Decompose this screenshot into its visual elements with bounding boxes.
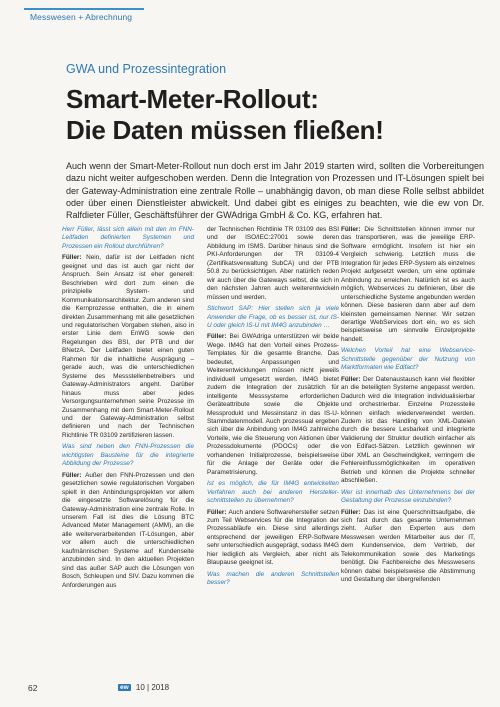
interview-answer	[341, 509, 475, 585]
interview-answer	[341, 376, 475, 486]
section-header	[24, 8, 144, 26]
speaker-label: Füller:	[207, 508, 229, 516]
article-lead: Auch wenn der Smart-Meter-Rollout nun doch erst im Jahr 2019 starten wird, sollten die Vorbereitungen dazu nicht weiter aufgeschoben werden. Denn die Integration von Prozessen und IT-Lösungen spielt bei der Gateway-Administration eine zentrale Rolle – unabhängig davon, ob man diese Rolle selbst abbildet oder über einen Dienstleister abwickelt. Und dabei gibt es einiges zu beachten, wie die ew von Dr. Ralfdieter Füller, Geschäftsführer der GWAdriga GmbH & Co. KG, erfahren hat.	[66, 161, 484, 221]
text-column-3	[341, 226, 475, 626]
text-column-2	[207, 226, 339, 664]
title-line-1: Smart-Meter-Rollout:	[66, 84, 319, 114]
answer-text: Auch andere Softwarehersteller setzen zum Teil Webservices für die Integration der Prozessabläufe ein. Diese sind allerdings entsprechend der jeweiligen ERP-Software sehr unterschiedlich ausgeprägt, sodass IM4G hier lediglich als Vergleich, aber nicht als Blaupause geeignet ist.	[207, 508, 339, 567]
interview-answer	[207, 509, 339, 568]
speaker-label: Füller:	[341, 508, 364, 516]
speaker-label: Füller:	[62, 471, 86, 479]
page-footer	[28, 681, 478, 695]
article-kicker: GWA und Prozessintegration	[66, 62, 227, 76]
interview-question: Herr Füller, lässt sich allein mit den im FNN-Leitfaden definierten Systemen und Prozessen ein Rollout durchführen?	[62, 226, 194, 250]
answer-text: Der Datenaustausch kann viel flexibler an die beteiligten Systeme angepasst werden. Dadurch wird die Integration individualisierbar und orchestrierbar. Einzelne Prozessteile können einfach wiederverwendet werden. Zudem ist das Handling von XML-Dateien durch die bessere Lesbarkeit und integrierte Validierung der Struktur deutlich einfacher als von Edifact-Sätzen. Letztlich gewinnen wir über XML an Geschwindigkeit, verringern die Fehlereinflussmöglichkeiten im operativen Betrieb und können die Projekte schneller abschließen.	[341, 375, 475, 485]
page-number: 62	[28, 683, 38, 693]
speaker-label: Füller:	[341, 226, 365, 233]
interview-question: Stichwort SAP: Hier stellen sich ja viele Anwender die Frage, ob es besser ist, nur IS-U oder gleich IS-U mit IM4G anzubinden …	[207, 305, 339, 329]
interview-question: Wer ist innerhalb des Unternehmens bei der Gestaltung der Prozesse einzubinden?	[341, 488, 475, 505]
text-column-1	[62, 226, 194, 664]
ew-logo: ew	[120, 684, 129, 691]
issue-number: 10 | 2018	[135, 683, 170, 692]
answer-text: der Technischen Richtlinie TR 03109 des BSI und der ISO/IEC:27001 sowie deren Abbildung im ISMS. Darüber hinaus sind die PKI-Anforderungen der TR 03109-4 (Zertifikatsverwaltung SubCA) und der PTB 50.8 zu berücksichtigen. Aber natürlich reden wir auch über die Gateways selbst, die sich in den nächsten Jahren auch weiterentwickeln müssen und werden.	[207, 226, 339, 301]
interview-answer	[62, 254, 194, 440]
answer-text: Außer den FNN-Prozessen und den gesetzlichen sowie regulatorischen Vorgaben spielt in den Anbindungsprojekten vor allem die eingesetzte Softwarelösung für die Gateway-Administration eine zentrale Rolle. In unserem Fall ist dies die Lösung BTC Advanced Meter Management (AMM), an die alle weiterverarbeitenden IT-Lösungen, aber vor allem auch die unterschiedlichen kaufmännischen Systeme auf Kundenseite anzubinden sind. In den aktuellen Projekten sind das außer SAP auch die Lösungen von Bosch, Schleupen und SIV. Dazu kommen die Anforderungen aus	[62, 471, 194, 589]
title-line-2: Die Daten müssen fließen!	[66, 115, 384, 145]
answer-text: Das ist eine Querschnittsaufgabe, die sich fast durch das gesamte Unternehmen zieht. Außer den Experten aus dem Messwesen werden Mitarbeiter aus der IT, dem Kundenservice, dem Vertrieb, der Telekommunikation sowie des Marketings benötigt. Die Fachbereiche des Messwesens können dabei beispielsweise die Abstimmung und Gestaltung der übergreifenden	[341, 508, 475, 584]
article-title	[66, 84, 486, 146]
interview-question: Was machen die anderen Schnittstellen besser?	[207, 570, 339, 587]
interview-answer	[207, 226, 339, 302]
speaker-label: Füller:	[341, 375, 364, 383]
interview-answer	[62, 472, 194, 590]
interview-question: Ist es möglich, die für IM4G entwickelten Verfahren auch bei anderen Hersteller-schnittstellen zu übernehmen?	[207, 480, 339, 505]
speaker-label: Füller:	[62, 254, 87, 262]
interview-answer	[207, 333, 339, 477]
issue-info	[118, 683, 169, 692]
answer-text: Bei GWAdriga unterstützen wir beide Wege. IM4G hat den Vorteil eines Prozess-Templates für die gesamte Branche. Das bedeutet, Anpassungen und Weiterentwicklungen müssen nicht jeweils individuell umgesetzt werden. IM4G bietet zudem die Integration der zusätzlich für intelligente Messsysteme erforderlichen Geräteattribute sowie die Objekte Messprodukt und Messinstanz in das IS-U-Stammdatenmodell. Auch prozessual ergeben sich über die Anbindung von IM4G zahlreiche Vorteile, wie die Steuerung von Aktionen über Prozessdokumente (PDOCs) oder die vorhandenen Initialprozesse, beispielsweise für die Anlage der Geräte oder die Parametrisierung.	[207, 333, 339, 476]
answer-text: Nein, dafür ist der Leitfaden nicht geeignet und das ist auch gar nicht der Anspruch. Sein Ansatz ist eher generell: Beschrieben wird dort zum einen die prinzipielle System- und Kommunikationsarchitektur. Zum anderen sind die Kernprozesse enthalten, die in einem direkten Zusammenhang mit alle gesetzlichen und regulatorischen Vorgaben stehen, also in erster Linie dem EnWG sowie den Regelungen des BSI, der PTB und der BNetzA. Der Leitfaden bietet einen guten Rahmen für die inhaltliche Ausprägung – gerade auch, was die unterschiedlichen Systeme des Messstellenbetreibers und Gateway-Administrators angeht. Darüber hinaus muss aber jedes Versorgungsunternehmen seine Prozesse im Zusammenhang mit dem Smart-Meter-Rollout und der Gateway-Administration selbst definieren und nach der Technischen Richtlinie TR 03109 zertifizieren lassen.	[62, 254, 194, 439]
answer-text: Die Schnittstellen können immer nur das transportieren, was die jeweilige ERP-Software ermöglicht. Insofern ist hier ein Vergleich schwierig. Letztlich muss die Integration für jedes ERP-System als einzelnes Projekt aufgesetzt werden, um eine optimale Anbindung zu erreichen. Natürlich ist es auch möglich, Webservices zu definieren, über die unterschiedliche Systeme angebunden werden können. Diese basieren dann aber auf dem kleinsten gemeinsamen Nenner. Wir setzen derartige WebServices dort ein, wo es sich beispielsweise um sinnvolle Einzelprojekte handelt.	[341, 226, 475, 343]
interview-question: Welchen Vorteil hat eine Webservice-Schnittstelle gegenüber der Nutzung von Marktformaten wie Edifact?	[341, 347, 475, 372]
section-label: Messwesen + Abrechnung	[30, 12, 133, 22]
speaker-label: Füller:	[207, 333, 230, 341]
interview-answer	[341, 226, 475, 344]
interview-question: Was sind neben den FNN-Prozessen die wichtigsten Bausteine für die integrierte Abbildung der Prozesse?	[62, 443, 194, 468]
